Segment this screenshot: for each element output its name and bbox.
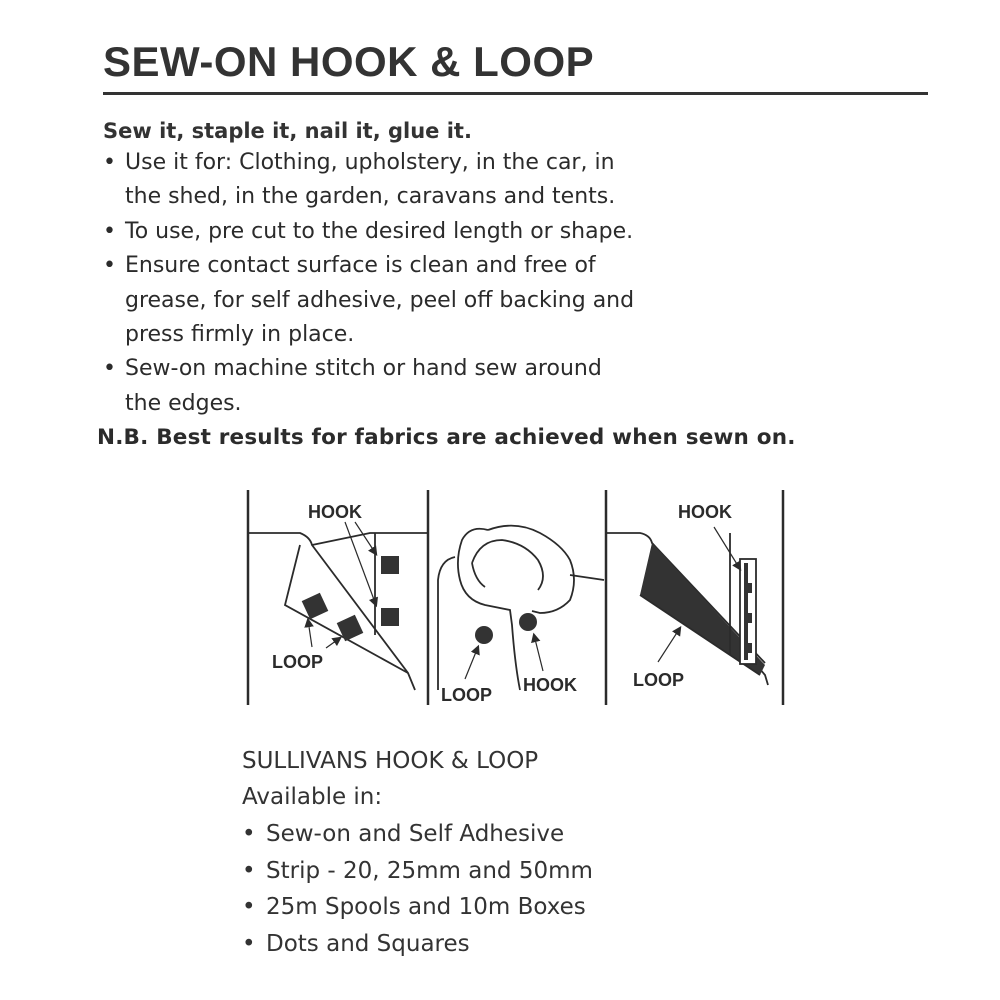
brand-line: SULLIVANS HOOK & LOOP bbox=[242, 748, 539, 774]
loop-square-icon bbox=[337, 615, 364, 642]
best-results-note: N.B. Best results for fabrics are achieved when sewn on. bbox=[97, 425, 796, 450]
usage-line: To use, pre cut to the desired length or shape. bbox=[125, 218, 634, 244]
page-title: SEW-ON HOOK & LOOP bbox=[103, 38, 595, 85]
loop-square-icon bbox=[302, 593, 329, 620]
subtitle: Sew it, staple it, nail it, glue it. bbox=[103, 119, 472, 143]
availability-item-text: 25m Spools and 10m Boxes bbox=[266, 894, 586, 920]
usage-item bbox=[103, 249, 803, 352]
loop-label: LOOP bbox=[441, 685, 493, 705]
loop-label: LOOP bbox=[272, 652, 324, 672]
bullet-icon: • bbox=[103, 218, 116, 244]
availability-item bbox=[242, 816, 593, 853]
availability-item bbox=[242, 889, 593, 926]
hook-dot-icon bbox=[519, 613, 537, 631]
bullet-icon: • bbox=[242, 894, 256, 920]
diagram-panel-flap bbox=[248, 490, 428, 705]
diagram-panel-strip bbox=[606, 490, 783, 705]
usage-line: the edges. bbox=[125, 390, 242, 416]
availability-item bbox=[242, 926, 593, 963]
usage-line: the shed, in the garden, caravans and tents. bbox=[125, 184, 616, 210]
usage-line: Sew-on machine stitch or hand sew around bbox=[125, 356, 602, 382]
hook-square-icon bbox=[381, 608, 399, 626]
loop-label: LOOP bbox=[633, 670, 685, 690]
bullet-icon: • bbox=[242, 930, 256, 957]
hook-label: HOOK bbox=[678, 502, 732, 522]
bullet-icon: • bbox=[242, 857, 256, 884]
loop-dot-icon bbox=[475, 626, 493, 644]
availability-item-text: Strip - 20, 25mm and 50mm bbox=[266, 857, 593, 884]
usage-line: Ensure contact surface is clean and free of bbox=[125, 253, 596, 279]
usage-item bbox=[103, 146, 803, 215]
usage-instructions-list bbox=[103, 146, 803, 421]
title-underline bbox=[103, 92, 928, 95]
hook-loop-illustration bbox=[240, 485, 790, 715]
availability-item bbox=[242, 853, 593, 890]
bullet-icon: • bbox=[103, 356, 116, 382]
usage-item bbox=[103, 215, 803, 249]
usage-line: Use it for: Clothing, upholstery, in the car, in bbox=[125, 150, 615, 175]
availability-item-text: Sew-on and Self Adhesive bbox=[266, 821, 565, 847]
availability-list bbox=[242, 816, 593, 962]
availability-intro: Available in: bbox=[242, 784, 383, 810]
bullet-icon: • bbox=[103, 150, 116, 175]
usage-item bbox=[103, 352, 803, 421]
hook-label: HOOK bbox=[308, 502, 362, 522]
hook-label: HOOK bbox=[523, 675, 577, 695]
hook-square-icon bbox=[381, 556, 399, 574]
usage-line: press firmly in place. bbox=[125, 322, 355, 348]
bullet-icon: • bbox=[103, 253, 116, 279]
availability-item-text: Dots and Squares bbox=[266, 930, 470, 957]
usage-line: grease, for self adhesive, peel off backing and bbox=[125, 287, 635, 313]
diagram-panel-collar bbox=[438, 526, 604, 705]
bullet-icon: • bbox=[242, 821, 256, 847]
